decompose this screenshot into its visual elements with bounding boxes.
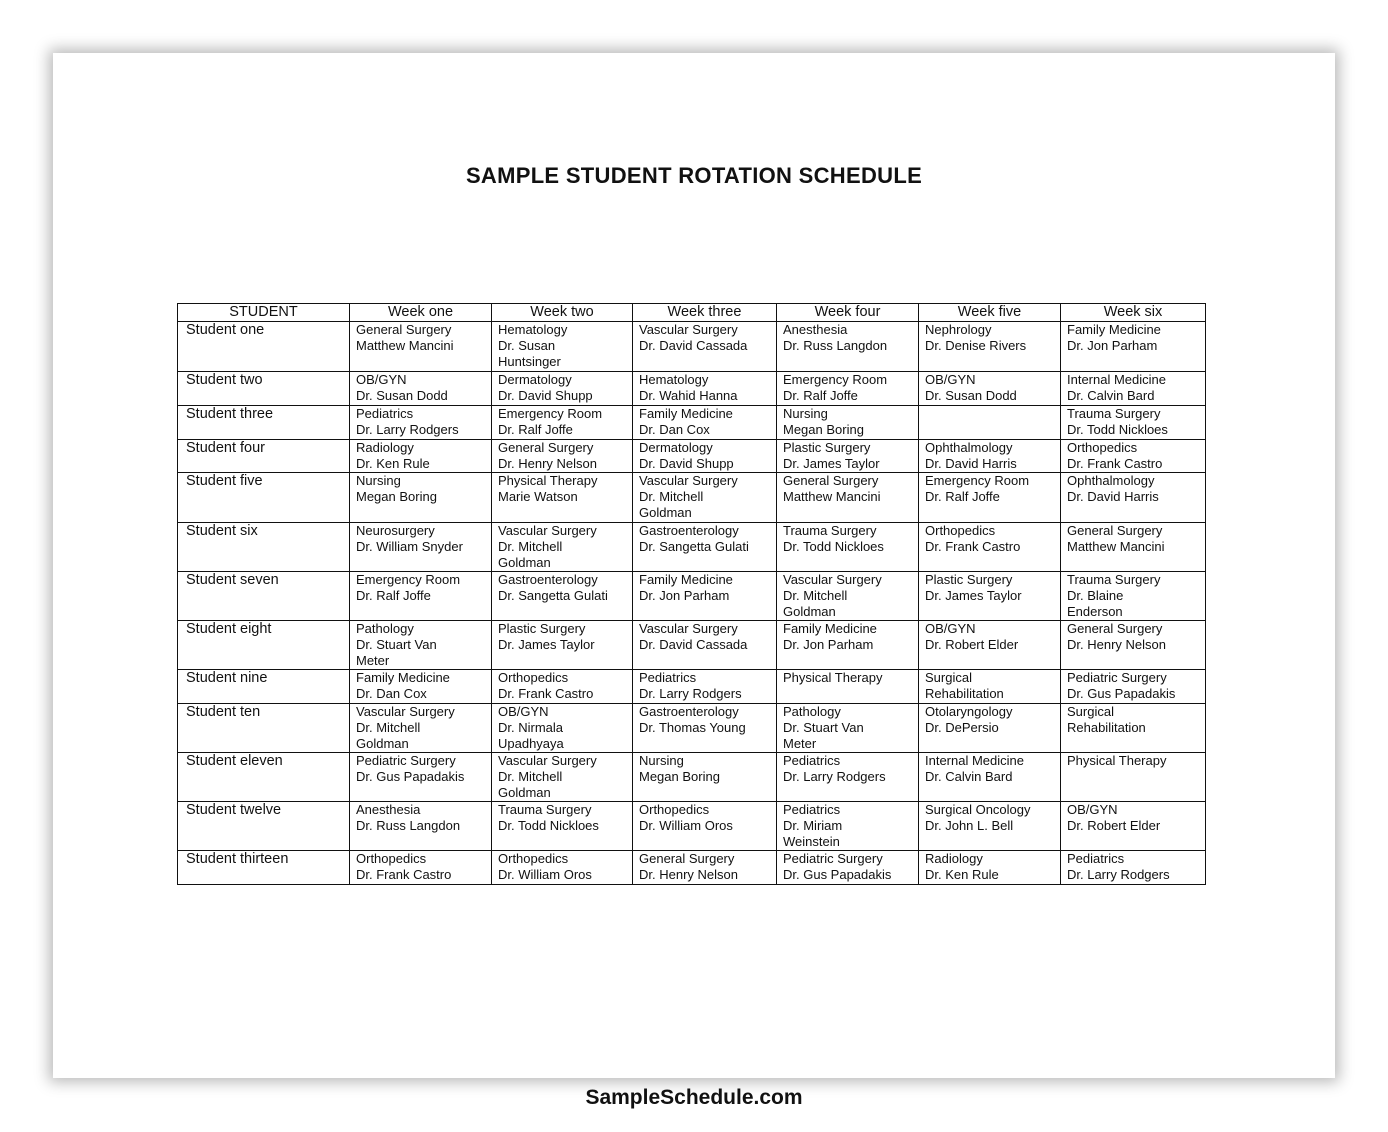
table-row bbox=[178, 406, 1206, 440]
rotation-cell bbox=[919, 473, 1061, 523]
rotation-specialty: Vascular Surgery bbox=[639, 322, 738, 337]
table-row bbox=[178, 704, 1206, 753]
rotation-specialty: Trauma Surgery bbox=[1067, 572, 1161, 587]
rotation-cell bbox=[1061, 802, 1206, 851]
rotation-cell bbox=[492, 523, 633, 572]
table-row bbox=[178, 322, 1206, 372]
rotation-cell bbox=[777, 753, 919, 802]
rotation-cell bbox=[633, 802, 777, 851]
rotation-supervisor: Dr. Jon Parham bbox=[639, 588, 730, 603]
rotation-cell bbox=[492, 670, 633, 704]
rotation-cell bbox=[350, 473, 492, 523]
rotation-cell bbox=[633, 621, 777, 670]
rotation-supervisor: Dr. Gus Papadakis bbox=[1067, 686, 1176, 701]
rotation-specialty: OB/GYN bbox=[925, 621, 976, 636]
page-title: SAMPLE STUDENT ROTATION SCHEDULE bbox=[465, 163, 923, 188]
rotation-supervisor: Dr. Todd Nickloes bbox=[498, 818, 599, 833]
rotation-cell bbox=[492, 753, 633, 802]
rotation-specialty: Gastroenterology bbox=[498, 572, 598, 587]
rotation-cell bbox=[777, 406, 919, 440]
rotation-supervisor: Dr. DePersio bbox=[925, 720, 999, 735]
rotation-supervisor: Huntsinger bbox=[498, 354, 561, 369]
rotation-cell bbox=[633, 670, 777, 704]
rotation-cell bbox=[777, 704, 919, 753]
table-row bbox=[178, 473, 1206, 523]
rotation-specialty: Orthopedics bbox=[498, 851, 569, 866]
rotation-specialty: General Surgery bbox=[1067, 523, 1163, 538]
student-name-cell: Student four bbox=[178, 440, 350, 473]
rotation-supervisor: Dr. Miriam bbox=[783, 818, 843, 833]
rotation-cell bbox=[350, 621, 492, 670]
rotation-cell bbox=[919, 704, 1061, 753]
rotation-supervisor: Dr. Ralf Joffe bbox=[783, 388, 858, 403]
rotation-cell bbox=[1061, 372, 1206, 406]
rotation-specialty: Trauma Surgery bbox=[498, 802, 592, 817]
rotation-supervisor: Dr. Mitchell bbox=[356, 720, 421, 735]
rotation-cell bbox=[1061, 406, 1206, 440]
rotation-specialty: Vascular Surgery bbox=[356, 704, 455, 719]
rotation-supervisor: Dr. Susan Dodd bbox=[925, 388, 1017, 403]
rotation-specialty: Physical Therapy bbox=[498, 473, 598, 488]
rotation-cell bbox=[777, 572, 919, 621]
rotation-cell bbox=[919, 440, 1061, 473]
rotation-specialty: Neurosurgery bbox=[356, 523, 435, 538]
rotation-supervisor: Dr. Sangetta Gulati bbox=[498, 588, 608, 603]
rotation-specialty: Radiology bbox=[356, 440, 414, 455]
rotation-cell bbox=[492, 802, 633, 851]
rotation-specialty: Pediatrics bbox=[783, 802, 841, 817]
rotation-supervisor: Dr. Todd Nickloes bbox=[1067, 422, 1168, 437]
rotation-supervisor: Dr. Blaine bbox=[1067, 588, 1124, 603]
rotation-cell bbox=[1061, 753, 1206, 802]
rotation-cell bbox=[1061, 621, 1206, 670]
rotation-cell bbox=[777, 322, 919, 372]
student-name-cell: Student thirteen bbox=[178, 851, 350, 885]
rotation-supervisor: Dr. David Harris bbox=[925, 456, 1017, 471]
rotation-cell bbox=[633, 704, 777, 753]
rotation-cell bbox=[492, 851, 633, 885]
rotation-cell bbox=[633, 372, 777, 406]
rotation-cell bbox=[350, 704, 492, 753]
rotation-specialty: Radiology bbox=[925, 851, 983, 866]
rotation-cell bbox=[492, 322, 633, 372]
column-header: STUDENT bbox=[178, 304, 350, 322]
rotation-specialty: Pathology bbox=[783, 704, 841, 719]
rotation-specialty: Emergency Room bbox=[498, 406, 603, 421]
rotation-supervisor: Dr. Larry Rodgers bbox=[639, 686, 742, 701]
rotation-supervisor: Dr. Ralf Joffe bbox=[356, 588, 431, 603]
rotation-cell bbox=[1061, 473, 1206, 523]
rotation-supervisor: Upadhyaya bbox=[498, 736, 564, 751]
rotation-supervisor: Megan Boring bbox=[783, 422, 864, 437]
rotation-specialty: Vascular Surgery bbox=[639, 473, 738, 488]
rotation-supervisor: Goldman bbox=[498, 555, 551, 570]
student-name-cell: Student nine bbox=[178, 670, 350, 704]
student-name-cell: Student one bbox=[178, 322, 350, 372]
rotation-supervisor: Dr. Russ Langdon bbox=[783, 338, 888, 353]
rotation-supervisor: Matthew Mancini bbox=[783, 489, 881, 504]
rotation-schedule-table bbox=[177, 303, 1206, 885]
rotation-supervisor: Dr. Todd Nickloes bbox=[783, 539, 884, 554]
rotation-supervisor: Dr. Ken Rule bbox=[356, 456, 430, 471]
rotation-supervisor: Dr. James Taylor bbox=[783, 456, 880, 471]
rotation-specialty: General Surgery bbox=[783, 473, 879, 488]
rotation-specialty: Pediatrics bbox=[783, 753, 841, 768]
rotation-specialty: Orthopedics bbox=[1067, 440, 1138, 455]
rotation-supervisor: Dr. Denise Rivers bbox=[925, 338, 1027, 353]
rotation-supervisor: Enderson bbox=[1067, 604, 1123, 619]
rotation-supervisor: Goldman bbox=[356, 736, 409, 751]
column-header: Week one bbox=[350, 304, 492, 322]
rotation-specialty: Vascular Surgery bbox=[498, 753, 597, 768]
column-header: Week five bbox=[919, 304, 1061, 322]
rotation-supervisor: Meter bbox=[356, 653, 390, 668]
rotation-specialty: Dermatology bbox=[498, 372, 572, 387]
rotation-cell bbox=[1061, 572, 1206, 621]
rotation-cell bbox=[350, 372, 492, 406]
student-name-cell: Student two bbox=[178, 372, 350, 406]
rotation-specialty: Trauma Surgery bbox=[783, 523, 877, 538]
rotation-cell bbox=[633, 440, 777, 473]
rotation-cell bbox=[633, 523, 777, 572]
rotation-supervisor: Dr. Gus Papadakis bbox=[356, 769, 465, 784]
rotation-specialty: Anesthesia bbox=[356, 802, 421, 817]
rotation-cell bbox=[492, 473, 633, 523]
rotation-specialty: Orthopedics bbox=[498, 670, 569, 685]
rotation-supervisor: Dr. William Snyder bbox=[356, 539, 463, 554]
rotation-supervisor: Dr. Stuart Van bbox=[356, 637, 437, 652]
rotation-supervisor: Dr. David Cassada bbox=[639, 637, 748, 652]
table-row bbox=[178, 851, 1206, 885]
rotation-specialty: Plastic Surgery bbox=[498, 621, 586, 636]
student-name-cell: Student ten bbox=[178, 704, 350, 753]
rotation-specialty: OB/GYN bbox=[498, 704, 549, 719]
rotation-specialty: Surgical bbox=[1067, 704, 1114, 719]
rotation-supervisor: Goldman bbox=[639, 505, 692, 520]
rotation-cell bbox=[919, 406, 1061, 440]
rotation-supervisor: Dr. Ralf Joffe bbox=[498, 422, 573, 437]
rotation-specialty: Orthopedics bbox=[925, 523, 996, 538]
rotation-specialty: General Surgery bbox=[498, 440, 594, 455]
rotation-specialty: General Surgery bbox=[639, 851, 735, 866]
rotation-supervisor: Dr. Jon Parham bbox=[783, 637, 874, 652]
column-header: Week six bbox=[1061, 304, 1206, 322]
rotation-cell bbox=[492, 440, 633, 473]
rotation-supervisor: Goldman bbox=[498, 785, 551, 800]
rotation-cell bbox=[919, 753, 1061, 802]
rotation-specialty: Ophthalmology bbox=[925, 440, 1013, 455]
rotation-cell bbox=[350, 753, 492, 802]
rotation-cell bbox=[350, 523, 492, 572]
rotation-supervisor: Rehabilitation bbox=[925, 686, 1004, 701]
rotation-cell bbox=[633, 851, 777, 885]
rotation-specialty: Nephrology bbox=[925, 322, 992, 337]
rotation-cell bbox=[777, 851, 919, 885]
site-watermark: SampleSchedule.com bbox=[585, 1086, 803, 1109]
rotation-specialty: Gastroenterology bbox=[639, 523, 739, 538]
rotation-supervisor: Dr. James Taylor bbox=[925, 588, 1022, 603]
document-page bbox=[53, 53, 1335, 1078]
rotation-supervisor: Dr. Jon Parham bbox=[1067, 338, 1158, 353]
rotation-specialty: Internal Medicine bbox=[925, 753, 1024, 768]
rotation-cell bbox=[919, 621, 1061, 670]
rotation-supervisor: Meter bbox=[783, 736, 817, 751]
rotation-cell bbox=[492, 621, 633, 670]
rotation-cell bbox=[777, 523, 919, 572]
rotation-cell bbox=[777, 473, 919, 523]
rotation-specialty: Nursing bbox=[639, 753, 684, 768]
student-name-cell: Student eleven bbox=[178, 753, 350, 802]
rotation-specialty: Pediatrics bbox=[639, 670, 697, 685]
rotation-specialty: Family Medicine bbox=[639, 406, 733, 421]
rotation-supervisor: Dr. Nirmala bbox=[498, 720, 564, 735]
rotation-supervisor: Dr. William Oros bbox=[498, 867, 592, 882]
rotation-specialty: Hematology bbox=[639, 372, 709, 387]
rotation-specialty: Pathology bbox=[356, 621, 414, 636]
table-row bbox=[178, 753, 1206, 802]
rotation-specialty: Vascular Surgery bbox=[783, 572, 882, 587]
rotation-cell bbox=[919, 372, 1061, 406]
rotation-supervisor: Matthew Mancini bbox=[356, 338, 454, 353]
rotation-supervisor: Dr. Ken Rule bbox=[925, 867, 999, 882]
rotation-specialty: Family Medicine bbox=[1067, 322, 1161, 337]
rotation-specialty: Orthopedics bbox=[639, 802, 710, 817]
rotation-specialty: Plastic Surgery bbox=[925, 572, 1013, 587]
rotation-cell bbox=[919, 851, 1061, 885]
rotation-specialty: Surgical bbox=[925, 670, 972, 685]
rotation-cell bbox=[777, 670, 919, 704]
student-name-cell: Student five bbox=[178, 473, 350, 523]
rotation-cell bbox=[1061, 670, 1206, 704]
table-row bbox=[178, 440, 1206, 473]
rotation-supervisor: Dr. Larry Rodgers bbox=[356, 422, 459, 437]
rotation-cell bbox=[919, 670, 1061, 704]
table-header-row bbox=[178, 304, 1206, 322]
rotation-cell bbox=[1061, 440, 1206, 473]
rotation-supervisor: Dr. Mitchell bbox=[639, 489, 704, 504]
rotation-cell bbox=[1061, 322, 1206, 372]
rotation-supervisor: Dr. Frank Castro bbox=[498, 686, 594, 701]
rotation-specialty: Internal Medicine bbox=[1067, 372, 1166, 387]
rotation-supervisor: Dr. Mitchell bbox=[498, 769, 563, 784]
rotation-cell bbox=[633, 753, 777, 802]
rotation-supervisor: Dr. William Oros bbox=[639, 818, 733, 833]
rotation-specialty: OB/GYN bbox=[356, 372, 407, 387]
table-body bbox=[178, 322, 1206, 885]
column-header: Week four bbox=[777, 304, 919, 322]
student-name-cell: Student three bbox=[178, 406, 350, 440]
rotation-supervisor: Dr. James Taylor bbox=[498, 637, 595, 652]
rotation-supervisor: Dr. Frank Castro bbox=[1067, 456, 1163, 471]
rotation-specialty: Hematology bbox=[498, 322, 568, 337]
rotation-supervisor: Weinstein bbox=[783, 834, 840, 849]
rotation-supervisor: Dr. Russ Langdon bbox=[356, 818, 461, 833]
rotation-specialty: Otolaryngology bbox=[925, 704, 1013, 719]
rotation-supervisor: Dr. Frank Castro bbox=[925, 539, 1021, 554]
rotation-supervisor: Dr. Gus Papadakis bbox=[783, 867, 892, 882]
rotation-cell bbox=[350, 440, 492, 473]
student-name-cell: Student twelve bbox=[178, 802, 350, 851]
rotation-cell bbox=[777, 802, 919, 851]
rotation-cell bbox=[633, 322, 777, 372]
rotation-specialty: Physical Therapy bbox=[1067, 753, 1167, 768]
rotation-cell bbox=[350, 851, 492, 885]
rotation-cell bbox=[1061, 704, 1206, 753]
rotation-specialty: Family Medicine bbox=[639, 572, 733, 587]
rotation-supervisor: Megan Boring bbox=[356, 489, 437, 504]
rotation-cell bbox=[633, 406, 777, 440]
rotation-cell bbox=[777, 440, 919, 473]
rotation-supervisor: Dr. Susan bbox=[498, 338, 556, 353]
rotation-specialty: Pediatric Surgery bbox=[1067, 670, 1167, 685]
rotation-supervisor: Dr. Ralf Joffe bbox=[925, 489, 1000, 504]
rotation-cell bbox=[919, 802, 1061, 851]
rotation-cell bbox=[350, 670, 492, 704]
column-header: Week three bbox=[633, 304, 777, 322]
rotation-specialty: Physical Therapy bbox=[783, 670, 883, 685]
rotation-cell bbox=[350, 406, 492, 440]
rotation-cell bbox=[492, 406, 633, 440]
table-row bbox=[178, 802, 1206, 851]
rotation-supervisor: Dr. David Cassada bbox=[639, 338, 748, 353]
rotation-cell bbox=[492, 704, 633, 753]
rotation-supervisor: Dr. Mitchell bbox=[498, 539, 563, 554]
rotation-specialty: Family Medicine bbox=[356, 670, 450, 685]
rotation-supervisor: Dr. Robert Elder bbox=[925, 637, 1019, 652]
rotation-specialty: Family Medicine bbox=[783, 621, 877, 636]
rotation-supervisor: Dr. Henry Nelson bbox=[639, 867, 738, 882]
rotation-supervisor: Dr. Calvin Bard bbox=[925, 769, 1013, 784]
rotation-specialty: OB/GYN bbox=[925, 372, 976, 387]
rotation-supervisor: Rehabilitation bbox=[1067, 720, 1146, 735]
rotation-cell bbox=[633, 473, 777, 523]
rotation-specialty: Plastic Surgery bbox=[783, 440, 871, 455]
rotation-specialty: General Surgery bbox=[356, 322, 452, 337]
rotation-specialty: Pediatric Surgery bbox=[783, 851, 883, 866]
rotation-cell bbox=[350, 572, 492, 621]
rotation-cell bbox=[350, 322, 492, 372]
rotation-specialty: Vascular Surgery bbox=[498, 523, 597, 538]
rotation-cell bbox=[633, 572, 777, 621]
rotation-supervisor: Dr. Susan Dodd bbox=[356, 388, 448, 403]
rotation-specialty: Anesthesia bbox=[783, 322, 848, 337]
rotation-specialty: Pediatrics bbox=[356, 406, 414, 421]
rotation-cell bbox=[492, 372, 633, 406]
rotation-specialty: OB/GYN bbox=[1067, 802, 1118, 817]
rotation-supervisor: Dr. Dan Cox bbox=[356, 686, 427, 701]
rotation-specialty: Trauma Surgery bbox=[1067, 406, 1161, 421]
rotation-cell bbox=[1061, 523, 1206, 572]
rotation-supervisor: Goldman bbox=[783, 604, 836, 619]
column-header: Week two bbox=[492, 304, 633, 322]
rotation-supervisor: Dr. Henry Nelson bbox=[1067, 637, 1166, 652]
rotation-specialty: Pediatric Surgery bbox=[356, 753, 456, 768]
rotation-specialty: Vascular Surgery bbox=[639, 621, 738, 636]
rotation-supervisor: Dr. David Shupp bbox=[498, 388, 593, 403]
rotation-supervisor: Dr. Frank Castro bbox=[356, 867, 452, 882]
rotation-supervisor: Dr. Stuart Van bbox=[783, 720, 864, 735]
rotation-supervisor: Dr. Larry Rodgers bbox=[1067, 867, 1170, 882]
rotation-specialty: Pediatrics bbox=[1067, 851, 1125, 866]
rotation-specialty: General Surgery bbox=[1067, 621, 1163, 636]
rotation-specialty: Dermatology bbox=[639, 440, 713, 455]
rotation-supervisor: Dr. John L. Bell bbox=[925, 818, 1014, 833]
rotation-supervisor: Dr. Larry Rodgers bbox=[783, 769, 886, 784]
student-name-cell: Student six bbox=[178, 523, 350, 572]
table-row bbox=[178, 572, 1206, 621]
rotation-cell bbox=[1061, 851, 1206, 885]
rotation-supervisor: Dr. Wahid Hanna bbox=[639, 388, 738, 403]
rotation-cell bbox=[919, 322, 1061, 372]
rotation-specialty: Emergency Room bbox=[356, 572, 461, 587]
rotation-specialty: Gastroenterology bbox=[639, 704, 739, 719]
rotation-specialty: Nursing bbox=[356, 473, 401, 488]
table-row bbox=[178, 670, 1206, 704]
rotation-supervisor: Dr. David Harris bbox=[1067, 489, 1159, 504]
table-row bbox=[178, 523, 1206, 572]
table-row bbox=[178, 621, 1206, 670]
rotation-supervisor: Matthew Mancini bbox=[1067, 539, 1165, 554]
rotation-cell bbox=[492, 572, 633, 621]
rotation-supervisor: Dr. Thomas Young bbox=[639, 720, 746, 735]
rotation-cell bbox=[777, 621, 919, 670]
rotation-supervisor: Dr. Calvin Bard bbox=[1067, 388, 1155, 403]
rotation-supervisor: Dr. Dan Cox bbox=[639, 422, 710, 437]
rotation-specialty: Orthopedics bbox=[356, 851, 427, 866]
rotation-cell bbox=[919, 572, 1061, 621]
rotation-supervisor: Dr. Mitchell bbox=[783, 588, 848, 603]
student-name-cell: Student seven bbox=[178, 572, 350, 621]
rotation-cell bbox=[919, 523, 1061, 572]
rotation-specialty: Emergency Room bbox=[783, 372, 888, 387]
rotation-specialty: Surgical Oncology bbox=[925, 802, 1031, 817]
rotation-supervisor: Megan Boring bbox=[639, 769, 720, 784]
rotation-supervisor: Dr. David Shupp bbox=[639, 456, 734, 471]
table-row bbox=[178, 372, 1206, 406]
rotation-supervisor: Dr. Sangetta Gulati bbox=[639, 539, 749, 554]
rotation-specialty: Emergency Room bbox=[925, 473, 1030, 488]
rotation-supervisor: Dr. Henry Nelson bbox=[498, 456, 597, 471]
rotation-supervisor: Dr. Robert Elder bbox=[1067, 818, 1161, 833]
rotation-specialty: Nursing bbox=[783, 406, 828, 421]
rotation-supervisor: Marie Watson bbox=[498, 489, 578, 504]
rotation-cell bbox=[777, 372, 919, 406]
rotation-specialty: Ophthalmology bbox=[1067, 473, 1155, 488]
rotation-cell bbox=[350, 802, 492, 851]
student-name-cell: Student eight bbox=[178, 621, 350, 670]
